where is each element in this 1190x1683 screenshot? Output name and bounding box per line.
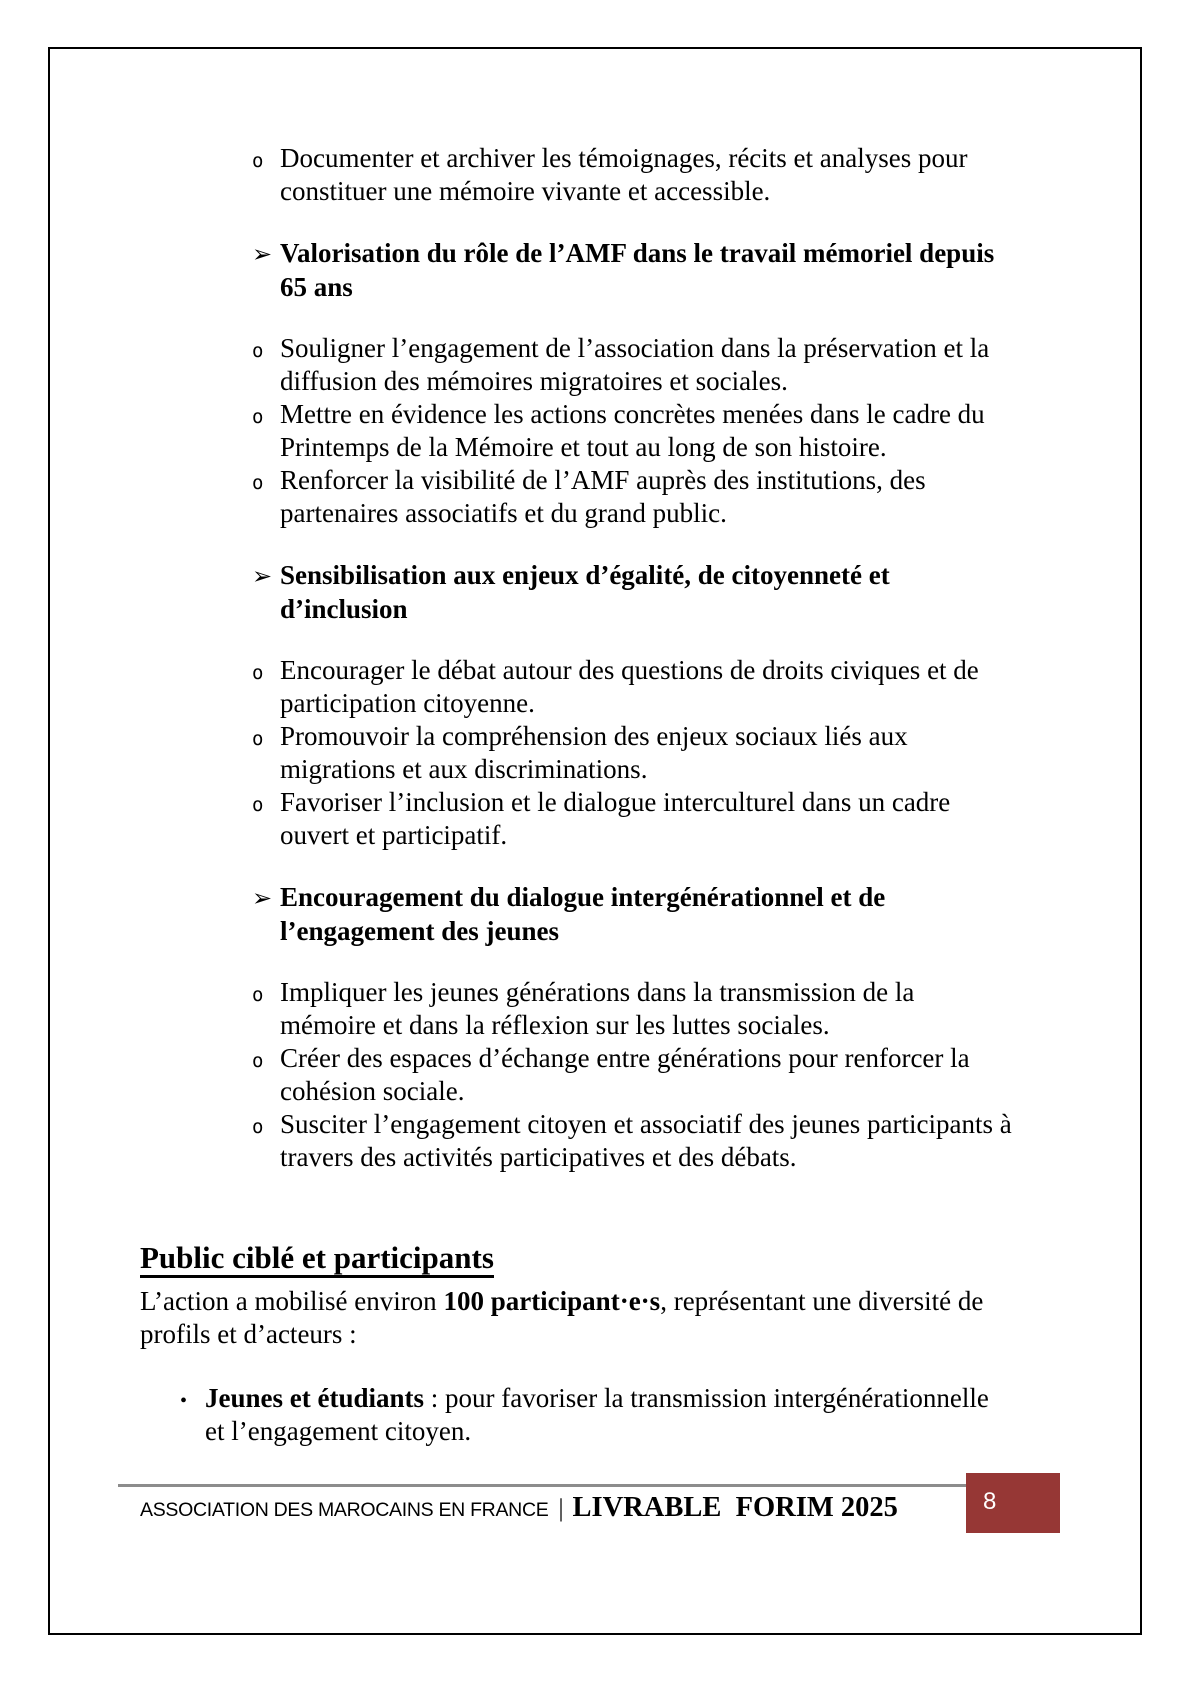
list-item-text	[280, 786, 1012, 852]
audience-item-text	[205, 1382, 989, 1448]
intro-paragraph	[140, 1285, 1020, 1351]
circle-bullet-icon: o	[252, 1050, 264, 1072]
list-item-text	[280, 1108, 1012, 1174]
list-item-text	[280, 880, 1012, 948]
circle-bullet-icon: o	[252, 406, 264, 428]
section-heading: Public ciblé et participants	[140, 1242, 494, 1278]
circle-bullet-icon: o	[252, 794, 264, 816]
audience-line-1	[205, 1382, 989, 1415]
text-line: Souligner l’engagement de l’association dans la préservation et la	[280, 333, 990, 363]
circle-list-item	[252, 398, 1012, 464]
circle-list-item	[252, 720, 1012, 786]
circle-bullet-icon: o	[252, 984, 264, 1006]
circle-list-item	[252, 332, 1012, 398]
audience-list-item	[140, 1382, 1020, 1448]
text-line: Encouragement du dialogue intergénérationnel et de	[280, 882, 886, 912]
arrow-list-header	[252, 880, 1012, 948]
footer-doc-title: LIVRABLE FORIM 2025	[572, 1492, 898, 1523]
circle-list-item	[252, 142, 1012, 208]
public-section	[140, 1242, 1020, 1448]
intro-post: , représentant une diversité de	[660, 1286, 984, 1316]
text-line: Promouvoir la compréhension des enjeux sociaux liés aux	[280, 721, 908, 751]
intro-line-1	[140, 1285, 1020, 1318]
page-footer	[140, 1492, 898, 1524]
list-item-text	[280, 142, 1012, 208]
text-line: participation citoyenne.	[280, 688, 535, 718]
text-line: Printemps de la Mémoire et tout au long de son histoire.	[280, 432, 887, 462]
circle-list-item	[252, 654, 1012, 720]
round-bullet-icon: •	[180, 1390, 188, 1412]
list-item-text	[280, 236, 1012, 304]
arrow-bullet-icon: ➢	[252, 562, 273, 590]
circle-list-item	[252, 464, 1012, 530]
text-line: 65 ans	[280, 272, 353, 302]
text-line: travers des activités participatives et des débats.	[280, 1142, 797, 1172]
text-line: mémoire et dans la réflexion sur les luttes sociales.	[280, 1010, 830, 1040]
text-line: ouvert et participatif.	[280, 820, 508, 850]
circle-bullet-icon: o	[252, 472, 264, 494]
intro-line-2: profils et d’acteurs :	[140, 1319, 357, 1349]
circle-bullet-icon: o	[252, 340, 264, 362]
text-line: Susciter l’engagement citoyen et associatif des jeunes participants à	[280, 1109, 1012, 1139]
text-line: Sensibilisation aux enjeux d’égalité, de citoyenneté et	[280, 560, 890, 590]
text-line: partenaires associatifs et du grand public.	[280, 498, 727, 528]
audience-bold: Jeunes et étudiants	[205, 1383, 425, 1413]
text-line: Créer des espaces d’échange entre générations pour renforcer la	[280, 1043, 970, 1073]
text-line: cohésion sociale.	[280, 1076, 465, 1106]
audience-line-2: et l’engagement citoyen.	[205, 1416, 472, 1446]
text-line: migrations et aux discriminations.	[280, 754, 648, 784]
objectives-list	[252, 142, 1012, 1174]
circle-bullet-icon: o	[252, 662, 264, 684]
circle-bullet-icon: o	[252, 1116, 264, 1138]
text-line: Encourager le débat autour des questions de droits civiques et de	[280, 655, 979, 685]
page-number-badge	[966, 1473, 1060, 1533]
list-item-text	[280, 332, 1012, 398]
list-item-text	[280, 654, 1012, 720]
intro-bold: 100 participant·e·s	[443, 1286, 661, 1316]
text-line: Impliquer les jeunes générations dans la transmission de la	[280, 977, 915, 1007]
text-line: l’engagement des jeunes	[280, 916, 559, 946]
text-line: Mettre en évidence les actions concrètes menées dans le cadre du	[280, 399, 985, 429]
arrow-bullet-icon: ➢	[252, 884, 273, 912]
list-item-text	[280, 976, 1012, 1042]
arrow-list-header	[252, 236, 1012, 304]
text-line: Favoriser l’inclusion et le dialogue interculturel dans un cadre	[280, 787, 951, 817]
text-line: Valorisation du rôle de l’AMF dans le travail mémoriel depuis	[280, 238, 995, 268]
circle-list-item	[252, 1108, 1012, 1174]
circle-bullet-icon: o	[252, 728, 264, 750]
text-line: constituer une mémoire vivante et accessible.	[280, 176, 771, 206]
list-item-text	[280, 398, 1012, 464]
audience-rest: : pour favoriser la transmission intergénérationnelle	[424, 1383, 989, 1413]
text-line: diffusion des mémoires migratoires et sociales.	[280, 366, 788, 396]
footer-org-name: ASSOCIATION DES MAROCAINS EN FRANCE	[140, 1499, 549, 1521]
list-item-text	[280, 1042, 1012, 1108]
text-line: Renforcer la visibilité de l’AMF auprès des institutions, des	[280, 465, 926, 495]
arrow-list-header	[252, 558, 1012, 626]
footer-separator: |	[558, 1495, 564, 1522]
footer-rule	[118, 1484, 966, 1487]
list-item-text	[280, 558, 1012, 626]
text-line: d’inclusion	[280, 594, 408, 624]
circle-list-item	[252, 1042, 1012, 1108]
page-number: 8	[983, 1488, 997, 1515]
circle-bullet-icon: o	[252, 150, 264, 172]
circle-list-item	[252, 976, 1012, 1042]
list-item-text	[280, 720, 1012, 786]
text-line: Documenter et archiver les témoignages, récits et analyses pour	[280, 143, 968, 173]
list-item-text	[280, 464, 1012, 530]
arrow-bullet-icon: ➢	[252, 240, 273, 268]
intro-pre: L’action a mobilisé environ	[140, 1286, 444, 1316]
circle-list-item	[252, 786, 1012, 852]
